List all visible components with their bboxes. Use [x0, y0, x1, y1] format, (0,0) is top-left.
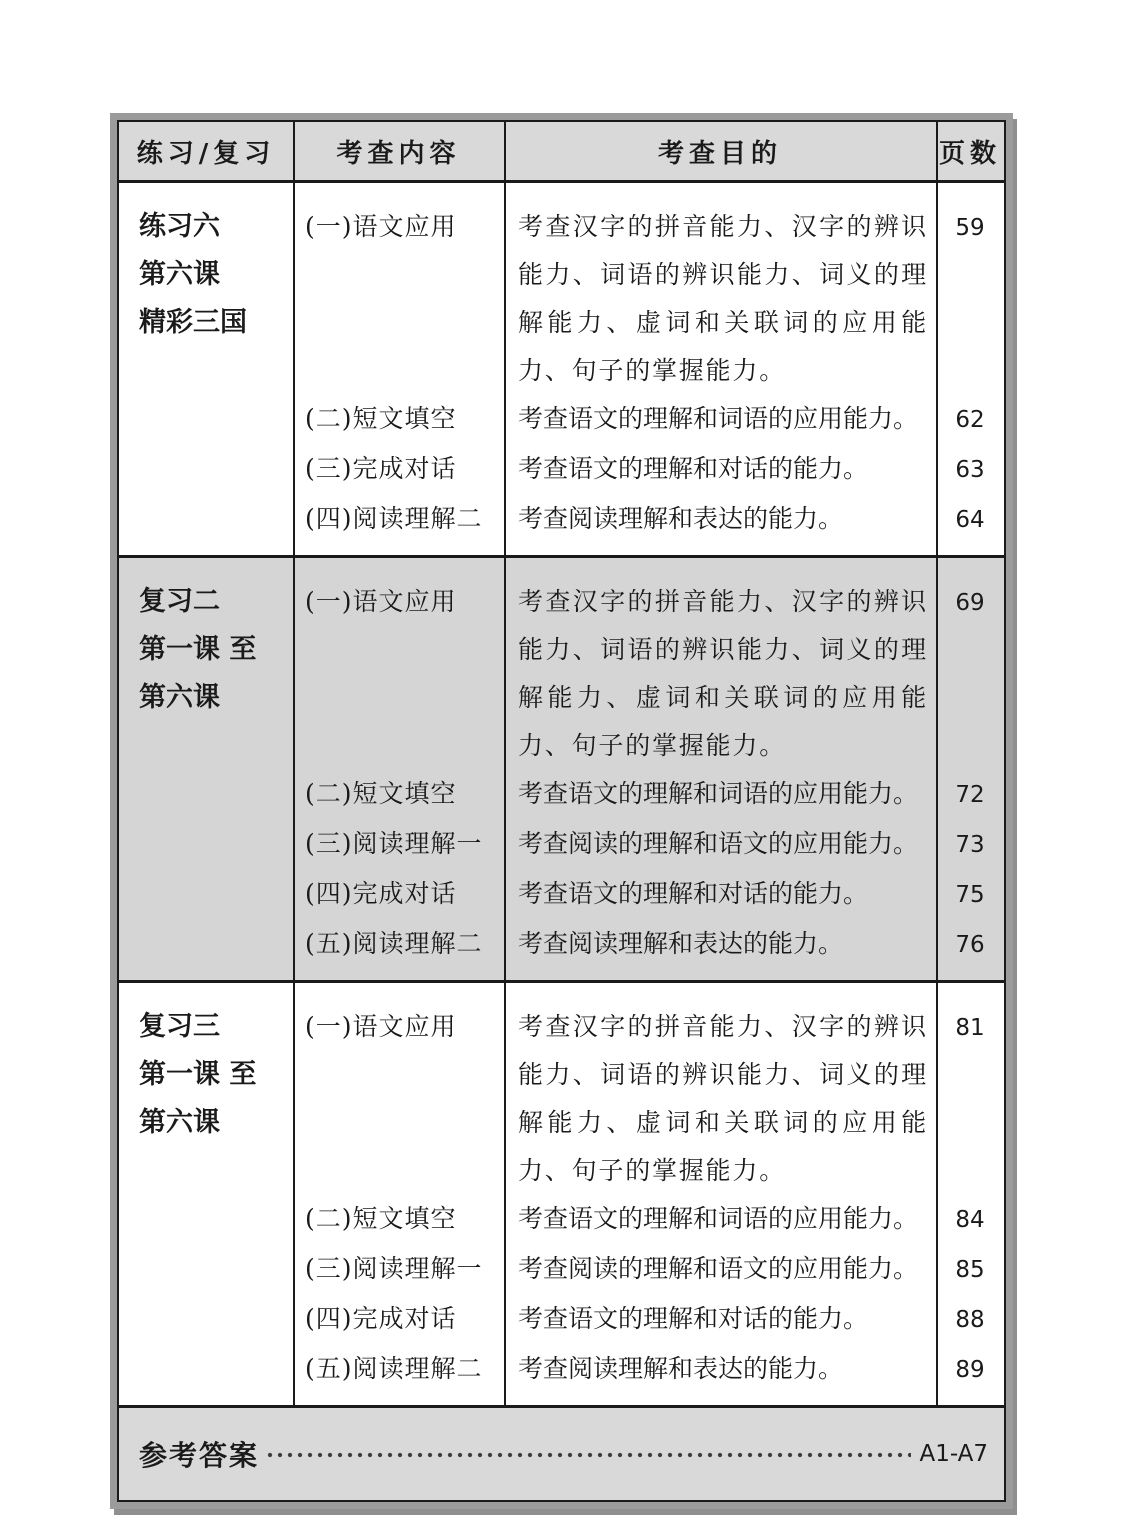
item-page: 69: [955, 590, 985, 616]
group-title-line: 复习三: [139, 1011, 220, 1042]
item-content: (三)阅读理解一: [305, 1254, 483, 1283]
item-content: (四)阅读理解二: [305, 504, 483, 533]
table-body: [119, 183, 1004, 1408]
column-divider: [936, 183, 938, 555]
item-content: (五)阅读理解二: [305, 1354, 483, 1383]
header-page-number: 页数: [938, 138, 1001, 169]
dot-leader: [265, 1450, 911, 1460]
answers-footer-row: [119, 1408, 1004, 1500]
item-page: 76: [955, 932, 985, 958]
contents-table-frame: [110, 113, 1013, 1509]
item-content: (四)完成对话: [305, 1304, 457, 1333]
column-divider: [936, 122, 938, 180]
item-page: 84: [955, 1207, 985, 1233]
item-page: 64: [955, 507, 985, 533]
item-content: (一)语文应用: [305, 212, 457, 241]
item-page: 85: [955, 1257, 985, 1283]
header-exercise-review: 练习/复习: [136, 138, 276, 169]
column-divider: [293, 122, 295, 180]
item-purpose: 考查阅读理解和表达的能力。: [518, 929, 844, 958]
group-title-line: 练习六: [139, 211, 220, 242]
item-page: 88: [955, 1307, 985, 1333]
column-divider: [504, 122, 506, 180]
item-page: 73: [955, 832, 985, 858]
table-group: [119, 983, 1004, 1408]
group-title-line: 第六课: [139, 1107, 220, 1138]
column-divider: [936, 558, 938, 980]
table-group: [119, 558, 1004, 983]
item-content: (二)短文填空: [305, 1204, 457, 1233]
group-title-line: 第一课 至: [139, 634, 257, 665]
column-divider: [936, 983, 938, 1405]
item-content: (四)完成对话: [305, 879, 457, 908]
column-divider: [293, 183, 295, 555]
item-purpose: 考查语文的理解和词语的应用能力。: [518, 1204, 919, 1233]
item-content: (二)短文填空: [305, 404, 457, 433]
item-purpose: 考查语文的理解和对话的能力。: [518, 879, 869, 908]
item-page: 62: [955, 407, 985, 433]
answers-page-range: A1-A7: [919, 1441, 988, 1467]
item-page: 81: [955, 1015, 985, 1041]
item-content: (三)阅读理解一: [305, 829, 483, 858]
contents-table: [117, 120, 1006, 1502]
item-purpose: 考查语文的理解和对话的能力。: [518, 1304, 869, 1333]
header-exam-content: 考查内容: [336, 138, 461, 169]
item-page: 72: [955, 782, 985, 808]
column-divider: [293, 558, 295, 980]
item-content: (一)语文应用: [305, 1012, 457, 1041]
header-exam-purpose: 考查目的: [657, 138, 782, 169]
item-content: (三)完成对话: [305, 454, 457, 483]
item-purpose: 考查汉字的拼音能力、汉字的辨识能力、词语的辨识能力、词义的理解能力、虚词和关联词的应用能力、句子的掌握能力。: [518, 212, 928, 385]
group-title-line: 第六课: [139, 259, 220, 290]
table-header-row: [119, 122, 1004, 183]
group-title: [119, 1003, 293, 1395]
item-purpose: 考查语文的理解和对话的能力。: [518, 454, 869, 483]
item-content: (五)阅读理解二: [305, 929, 483, 958]
item-page: 75: [955, 882, 985, 908]
item-page: 89: [955, 1357, 985, 1383]
item-content: (一)语文应用: [305, 587, 457, 616]
item-purpose: 考查汉字的拼音能力、汉字的辨识能力、词语的辨识能力、词义的理解能力、虚词和关联词的应用能力、句子的掌握能力。: [518, 587, 928, 760]
group-title: [119, 578, 293, 970]
table-group: [119, 183, 1004, 558]
item-content: (二)短文填空: [305, 779, 457, 808]
item-page: 63: [955, 457, 985, 483]
item-purpose: 考查阅读的理解和语文的应用能力。: [518, 1254, 919, 1283]
item-purpose: 考查阅读的理解和语文的应用能力。: [518, 829, 919, 858]
group-title-line: 复习二: [139, 586, 220, 617]
answers-label: 参考答案: [139, 1439, 260, 1472]
column-divider: [293, 983, 295, 1405]
group-title: [119, 203, 293, 545]
item-purpose: 考查语文的理解和词语的应用能力。: [518, 779, 919, 808]
group-title-line: 精彩三国: [139, 307, 247, 338]
item-purpose: 考查汉字的拼音能力、汉字的辨识能力、词语的辨识能力、词义的理解能力、虚词和关联词的应用能力、句子的掌握能力。: [518, 1012, 928, 1185]
item-page: 59: [955, 215, 985, 241]
item-purpose: 考查语文的理解和词语的应用能力。: [518, 404, 919, 433]
column-divider: [504, 183, 506, 555]
column-divider: [504, 558, 506, 980]
group-title-line: 第一课 至: [139, 1059, 257, 1090]
group-title-line: 第六课: [139, 682, 220, 713]
item-purpose: 考查阅读理解和表达的能力。: [518, 504, 844, 533]
column-divider: [504, 983, 506, 1405]
item-purpose: 考查阅读理解和表达的能力。: [518, 1354, 844, 1383]
